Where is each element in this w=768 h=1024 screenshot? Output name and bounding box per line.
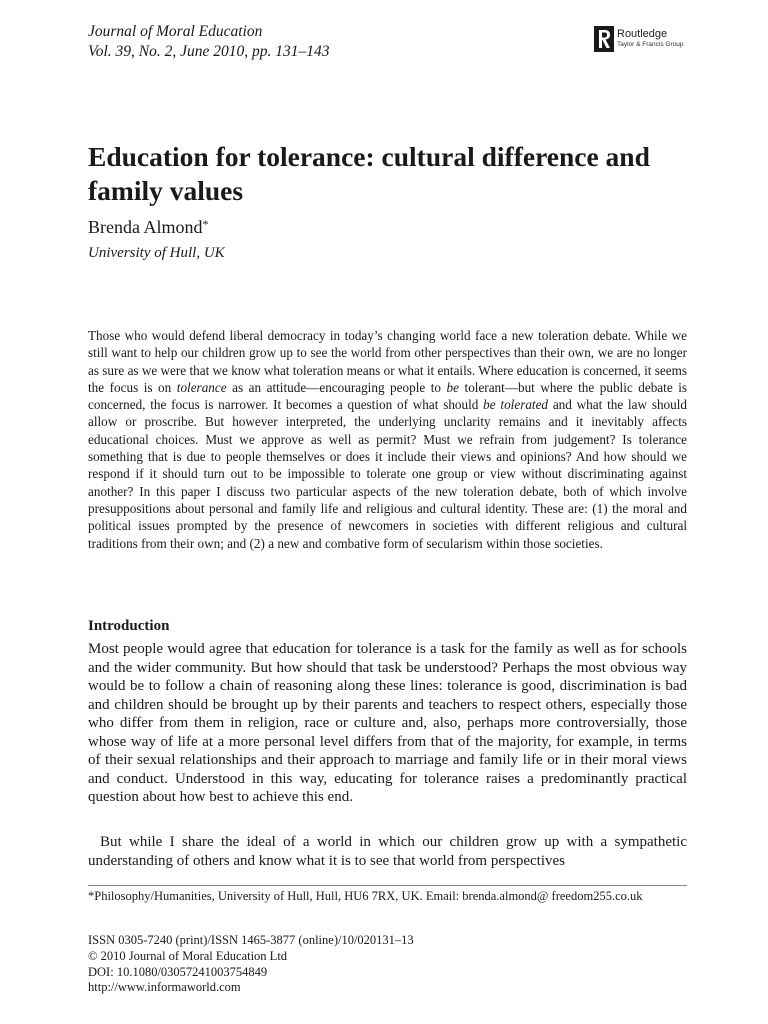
issue-line: Vol. 39, No. 2, June 2010, pp. 131–143 — [88, 43, 330, 60]
publisher-logo — [594, 26, 694, 54]
body-paragraph: Most people would agree that education for tolerance is a task for the family as well as for schools and the wider community. But how should that task be understood? Perhaps the most obvious way would be to follow a chain of reasoning along these lines: tolerance is good, discrimination is bad and children should be brought up by their parents and teachers to respect others, especially those who differ from them in religion, race or culture and, also, perhaps more controversially, those whose way of life at a more personal level differs from that of the majority, for example, in terms of their sexual relationships and their approach to marriage and family life or in their moral views and conduct. Understood in this way, educating for tolerance raises a predominantly practical question about how best to achieve this end. — [88, 641, 687, 805]
section-heading: Introduction — [88, 618, 170, 634]
issn-line: ISSN 0305-7240 (print)/ISSN 1465-3877 (online)/10/020131–13 — [88, 933, 414, 947]
footnote: *Philosophy/Humanities, University of Hull, Hull, HU6 7RX, UK. Email: brenda.almond@ freedom255.co.uk — [88, 889, 643, 903]
article-title: Education for tolerance: cultural difference and family values — [88, 141, 650, 206]
publisher-url-link[interactable]: http://www.informaworld.com — [88, 980, 241, 995]
footnote-divider — [88, 885, 687, 886]
routledge-r-icon — [594, 26, 614, 52]
journal-name: Journal of Moral Education — [88, 23, 263, 40]
body-paragraph: But while I share the ideal of a world in which our children grow up with a sympathetic understanding of others and know what it is to see that world from perspectives — [88, 834, 687, 869]
doi-line[interactable]: DOI: 10.1080/03057241003754849 — [88, 964, 268, 979]
copyright-line: © 2010 Journal of Moral Education Ltd — [88, 948, 288, 963]
publisher-tagline: Taylor & Francis Group — [617, 41, 684, 48]
publication-info — [88, 933, 414, 996]
author-name: Brenda Almond — [88, 217, 203, 237]
journal-header — [88, 22, 330, 62]
abstract: Those who would defend liberal democracy in today’s changing world face a new toleration debate. While we still want to help our children grow up to see the world from other perspectives than their own, we are no longer as sure as we were that we know what toleration means or what it entails. Where education is concerned, it seems the focus is on tolerance as an attitude—encouraging people to be tolerant—but where the public debate is concerned, the focus is narrower. It becomes a question of what should be tolerated and what the law should allow or proscribe. But however interpreted, the underlying unclarity remains and it inevitably affects educational choices. Must we approve as well as permit? Must we refrain from judgement? Is tolerance something that is due to people themselves or does it include their views and opinions? And how should we respond if it should turn out to be impossible to tolerate one group or view without discriminating against another? In this paper I discuss two particular aspects of the new toleration debate, both of which involve presuppositions about personal and family life and religious and cultural identity. These are: (1) the moral and political issues prompted by the presence of newcomers in societies with different religious and cultural traditions from their own; and (2) a new and combative form of secularism within those societies. — [88, 328, 688, 551]
publisher-name: Routledge — [617, 28, 668, 40]
author-affiliation: University of Hull, UK — [88, 245, 225, 261]
author-line — [88, 216, 209, 238]
author-footnote-marker[interactable]: * — [202, 217, 209, 231]
